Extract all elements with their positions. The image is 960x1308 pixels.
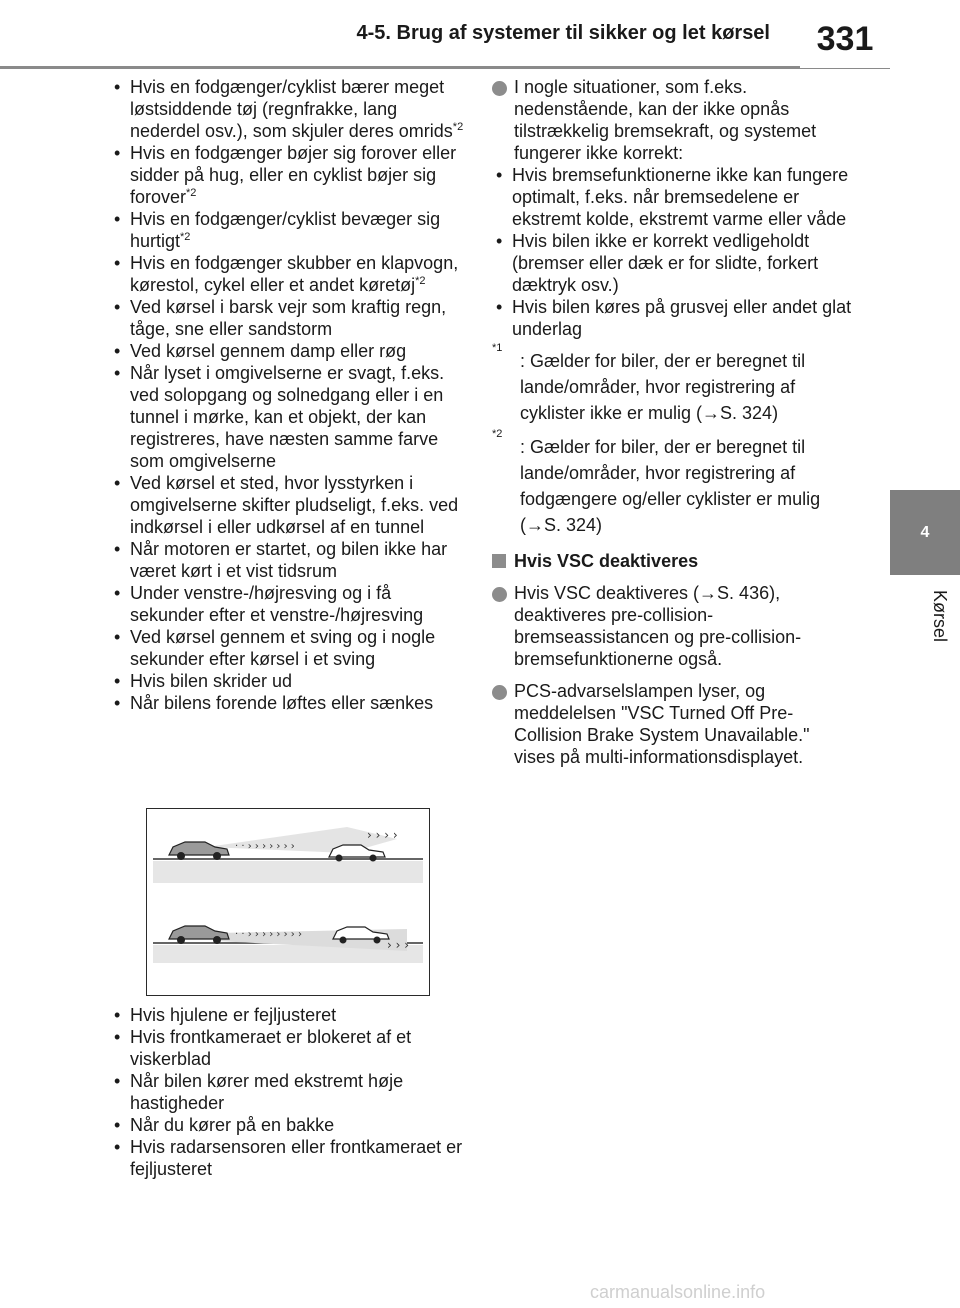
left-column xyxy=(110,76,470,714)
header-rule xyxy=(0,66,890,69)
radar-detection-illustration xyxy=(146,808,430,996)
braking-condition-list xyxy=(492,164,854,340)
footnote: *1 : Gælder for biler, der er beregnet til lande/områder, hvor registrering af cyklister ikke er mulig (→S. 324) xyxy=(492,342,806,423)
list-item: • Hvis bremsefunktionerne ikke kan fungere optimalt, f.eks. når bremsedelene er ekstremt kolde, ekstremt varme eller våde xyxy=(492,164,854,230)
radar-wave-icon: · · › › › › › › › › xyxy=(235,929,302,940)
watermark: carmanualsonline.info xyxy=(590,1282,766,1302)
list-item: • Ved kørsel i barsk vejr som kraftig regn, tåge, sne eller sandstorm xyxy=(110,296,470,340)
list-item: • Når lyset i omgivelserne er svagt, f.eks. ved solopgang og solnedgang eller i en tunnel i mørke, kan et objekt, der kan registreres, have næsten samme farve som omgivelserne xyxy=(110,362,470,472)
radar-wave-icon: · · › › › › › › › xyxy=(235,841,295,852)
list-item: • Hvis frontkameraet er blokeret af et viskerblad xyxy=(110,1026,470,1070)
list-item: • Når du kører på en bakke xyxy=(110,1114,470,1136)
info-paragraph xyxy=(492,582,854,670)
section-heading: Hvis VSC deaktiveres xyxy=(492,550,854,572)
list-item: • Hvis en fodgænger bøjer sig forover eller sidder på hug, eller en cyklist bøjer sig forover$^{*2}$ xyxy=(110,142,470,208)
footnote-text: : Gælder for biler, der er beregnet til lande/områder, hvor registrering af cyklister ikke er mulig (→S. 324) xyxy=(520,351,806,423)
chapter-number-tab[interactable]: 4 xyxy=(890,490,960,575)
info-paragraph xyxy=(492,76,854,164)
list-item: • Hvis bilen køres på grusvej eller andet glat underlag xyxy=(492,296,854,340)
section-title: 4-5. Brug af systemer til sikker og let kørsel xyxy=(356,22,770,44)
chapter-label: Kørsel xyxy=(930,590,950,643)
info-paragraph xyxy=(492,680,854,768)
left-column-bottom xyxy=(110,1004,470,1180)
right-column xyxy=(492,76,854,768)
circle-bullet-icon xyxy=(492,685,507,700)
list-item: • Hvis en fodgænger skubber en klapvogn, kørestol, cykel eller et andet køretøj$^{*2}$ xyxy=(110,252,470,296)
list-item: • Under venstre-/højresving og i få sekunder efter et venstre-/højresving xyxy=(110,582,470,626)
info-text: PCS-advarselslampen lyser, og meddelelsen "VSC Turned Off Pre-Collision Brake System Unavailable." vises på multi-informationsdisplayet. xyxy=(514,681,810,767)
list-item: • Når bilen kører med ekstremt høje hastigheder xyxy=(110,1070,470,1114)
page-number: 331 xyxy=(800,10,890,68)
circle-bullet-icon xyxy=(492,587,507,602)
list-item: • Når bilens forende løftes eller sænkes xyxy=(110,692,470,714)
footnote-text: : Gælder for biler, der er beregnet til lande/områder, hvor registrering af fodgængere og/eller cyklister er mulig (→S. 324) xyxy=(520,437,821,535)
list-item: • Når motoren er startet, og bilen ikke har været kørt i et vist tidsrum xyxy=(110,538,470,582)
radar-wave-icon: › › › xyxy=(387,938,410,952)
info-text: Hvis VSC deaktiveres (→S. 436), deaktiveres pre-collision-bremseassistancen og pre-collision-bremsefunktionerne også. xyxy=(514,583,802,669)
list-item: • Hvis radarsensoren eller frontkameraet er fejljusteret xyxy=(110,1136,470,1180)
list-item: • Ved kørsel gennem et sving og i nogle sekunder efter kørsel i et sving xyxy=(110,626,470,670)
list-item: • Ved kørsel et sted, hvor lysstyrken i omgivelserne skifter pludseligt, f.eks. ved indkørsel i eller udkørsel af en tunnel xyxy=(110,472,470,538)
list-item: • Ved kørsel gennem damp eller røg xyxy=(110,340,470,362)
condition-list-bottom xyxy=(110,1004,470,1180)
road-surface-top xyxy=(153,861,423,883)
list-item: • Hvis bilen ikke er korrekt vedligeholdt (bremser eller dæk er for slidte, forkert dæktryk osv.) xyxy=(492,230,854,296)
radar-wave-icon: › › › › xyxy=(367,828,398,842)
footnote: *2 : Gælder for biler, der er beregnet til lande/områder, hvor registrering af fodgængere og/eller cyklister er mulig (→S. 324) xyxy=(492,428,821,535)
list-item: • Hvis bilen skrider ud xyxy=(110,670,470,692)
list-item: • Hvis hjulene er fejljusteret xyxy=(110,1004,470,1026)
circle-bullet-icon xyxy=(492,81,507,96)
list-item: • Hvis en fodgænger/cyklist bærer meget løstsiddende tøj (regnfrakke, lang nederdel osv.), som skjuler deres omrids$^{*2}$ xyxy=(110,76,470,142)
info-text: I nogle situationer, som f.eks. nedenstående, kan der ikke opnås tilstrækkelig bremsekraft, og systemet fungerer ikke korrekt: xyxy=(514,77,817,163)
square-bullet-icon xyxy=(492,554,506,568)
list-item: • Hvis en fodgænger/cyklist bevæger sig hurtigt$^{*2}$ xyxy=(110,208,470,252)
illustration-svg xyxy=(147,809,429,995)
condition-list-top xyxy=(110,76,470,714)
